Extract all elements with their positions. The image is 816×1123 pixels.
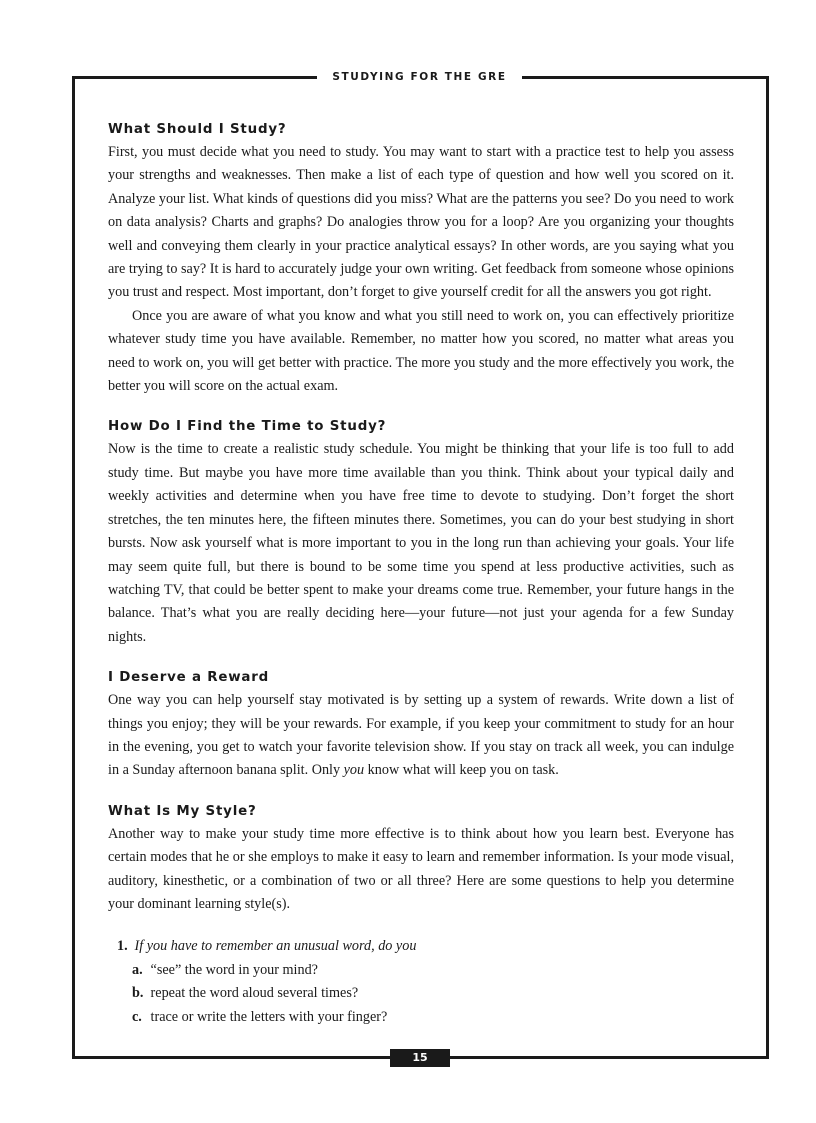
paragraph-text: One way you can help yourself stay motivated is by setting up a system of rewards. Write down a list of things you enjoy; they will be your rewards. For example, if you keep your commitment to study for an hour in the evening, you get to watch your favorite television show. If you stay on track all week, you can indulge in a Sunday afternoon banana split. Only [108,692,734,779]
body-paragraph [108,689,734,783]
page-number: 15 [390,1049,450,1067]
section-what-should-i-study [108,118,734,398]
page-content [108,118,734,1046]
answer-option [132,982,734,1005]
frame-right-rule [766,76,769,1059]
option-letter: a. [132,961,143,978]
body-paragraph: Another way to make your study time more effective is to think about how you learn best. Everyone has certain modes that he or she employs to make it easy to learn and remember information. Is your mode visual, auditory, kinesthetic, or a combination of two or all three? Here are some questions to help you determine your dominant learning style(s). [108,825,734,912]
question-list [108,935,734,1029]
answer-option [132,959,734,982]
paragraph-text: know what will keep you on task. [364,762,559,779]
option-text: trace or write the letters with your finger? [150,1008,388,1025]
option-letter: c. [132,1008,142,1025]
section-find-time [108,415,734,649]
frame-top-rule-right [522,76,769,79]
emphasis-text: you [343,762,365,779]
frame-top-rule-left [72,76,317,79]
body-paragraph: Once you are aware of what you know and what you still need to work on, you can effectively prioritize whatever study time you have available. Remember, no matter how you scored, no matter what areas you need to work on, you will get better with practice. The more you study and the more effectively you work, the better you will score on the actual exam. [108,307,734,395]
question-number: 1. [117,938,128,955]
section-heading: I Deserve a Reward [108,670,270,686]
section-reward [108,666,734,783]
frame-left-rule [72,76,75,1059]
section-heading: What Is My Style? [108,803,257,819]
option-text: “see” the word in your mind? [150,961,318,978]
question-item [117,935,734,958]
question-stem: If you have to remember an unusual word, do you [134,938,417,955]
frame-bottom-rule-left [72,1056,390,1059]
section-heading: What Should I Study? [108,122,287,137]
frame-bottom-rule-right [450,1056,769,1059]
section-heading: How Do I Find the Time to Study? [108,419,387,435]
running-head: STUDYING FOR THE GRE [332,71,507,83]
section-my-style [108,800,734,1029]
option-letter: b. [132,985,144,1002]
option-text: repeat the word aloud several times? [150,985,359,1002]
body-paragraph: First, you must decide what you need to study. You may want to start with a practice test to help you assess your strengths and weaknesses. Then make a list of each type of question and how well you scored on it. Analyze your list. What kinds of questions did you miss? What are the patterns you see? Do you need to work on data analysis? Charts and graphs? Do analogies throw you for a loop? Are you organizing your thoughts well and conveying them clearly in your practice analytical essays? In other words, are you saying what you are trying to say? It is hard to accurately judge your own writing. Get feedback from someone whose opinions you trust and respect. Most important, don’t forget to give yourself credit for all the answers you got right. [108,144,734,301]
body-paragraph: Now is the time to create a realistic study schedule. You might be thinking that your life is too full to add study time. But maybe you have more time available than you think. Think about your typical daily and weekly activities and determine when you have free time to devote to studying. Don’t forget the short stretches, the ten minutes here, the fifteen minutes there. Sometimes, you can do your best studying in short bursts. Now ask yourself what is more important to you in the long run than achieving your goals. Your life may seem quite full, but there is bound to be some time you spend at less productive activities, such as watching TV, that could be better spent to make your dreams come true. Remember, your future hangs in the balance. That’s what you are really deciding here—your future—not just your agenda for a few Sunday nights. [108,441,734,645]
answer-option [132,1006,734,1029]
